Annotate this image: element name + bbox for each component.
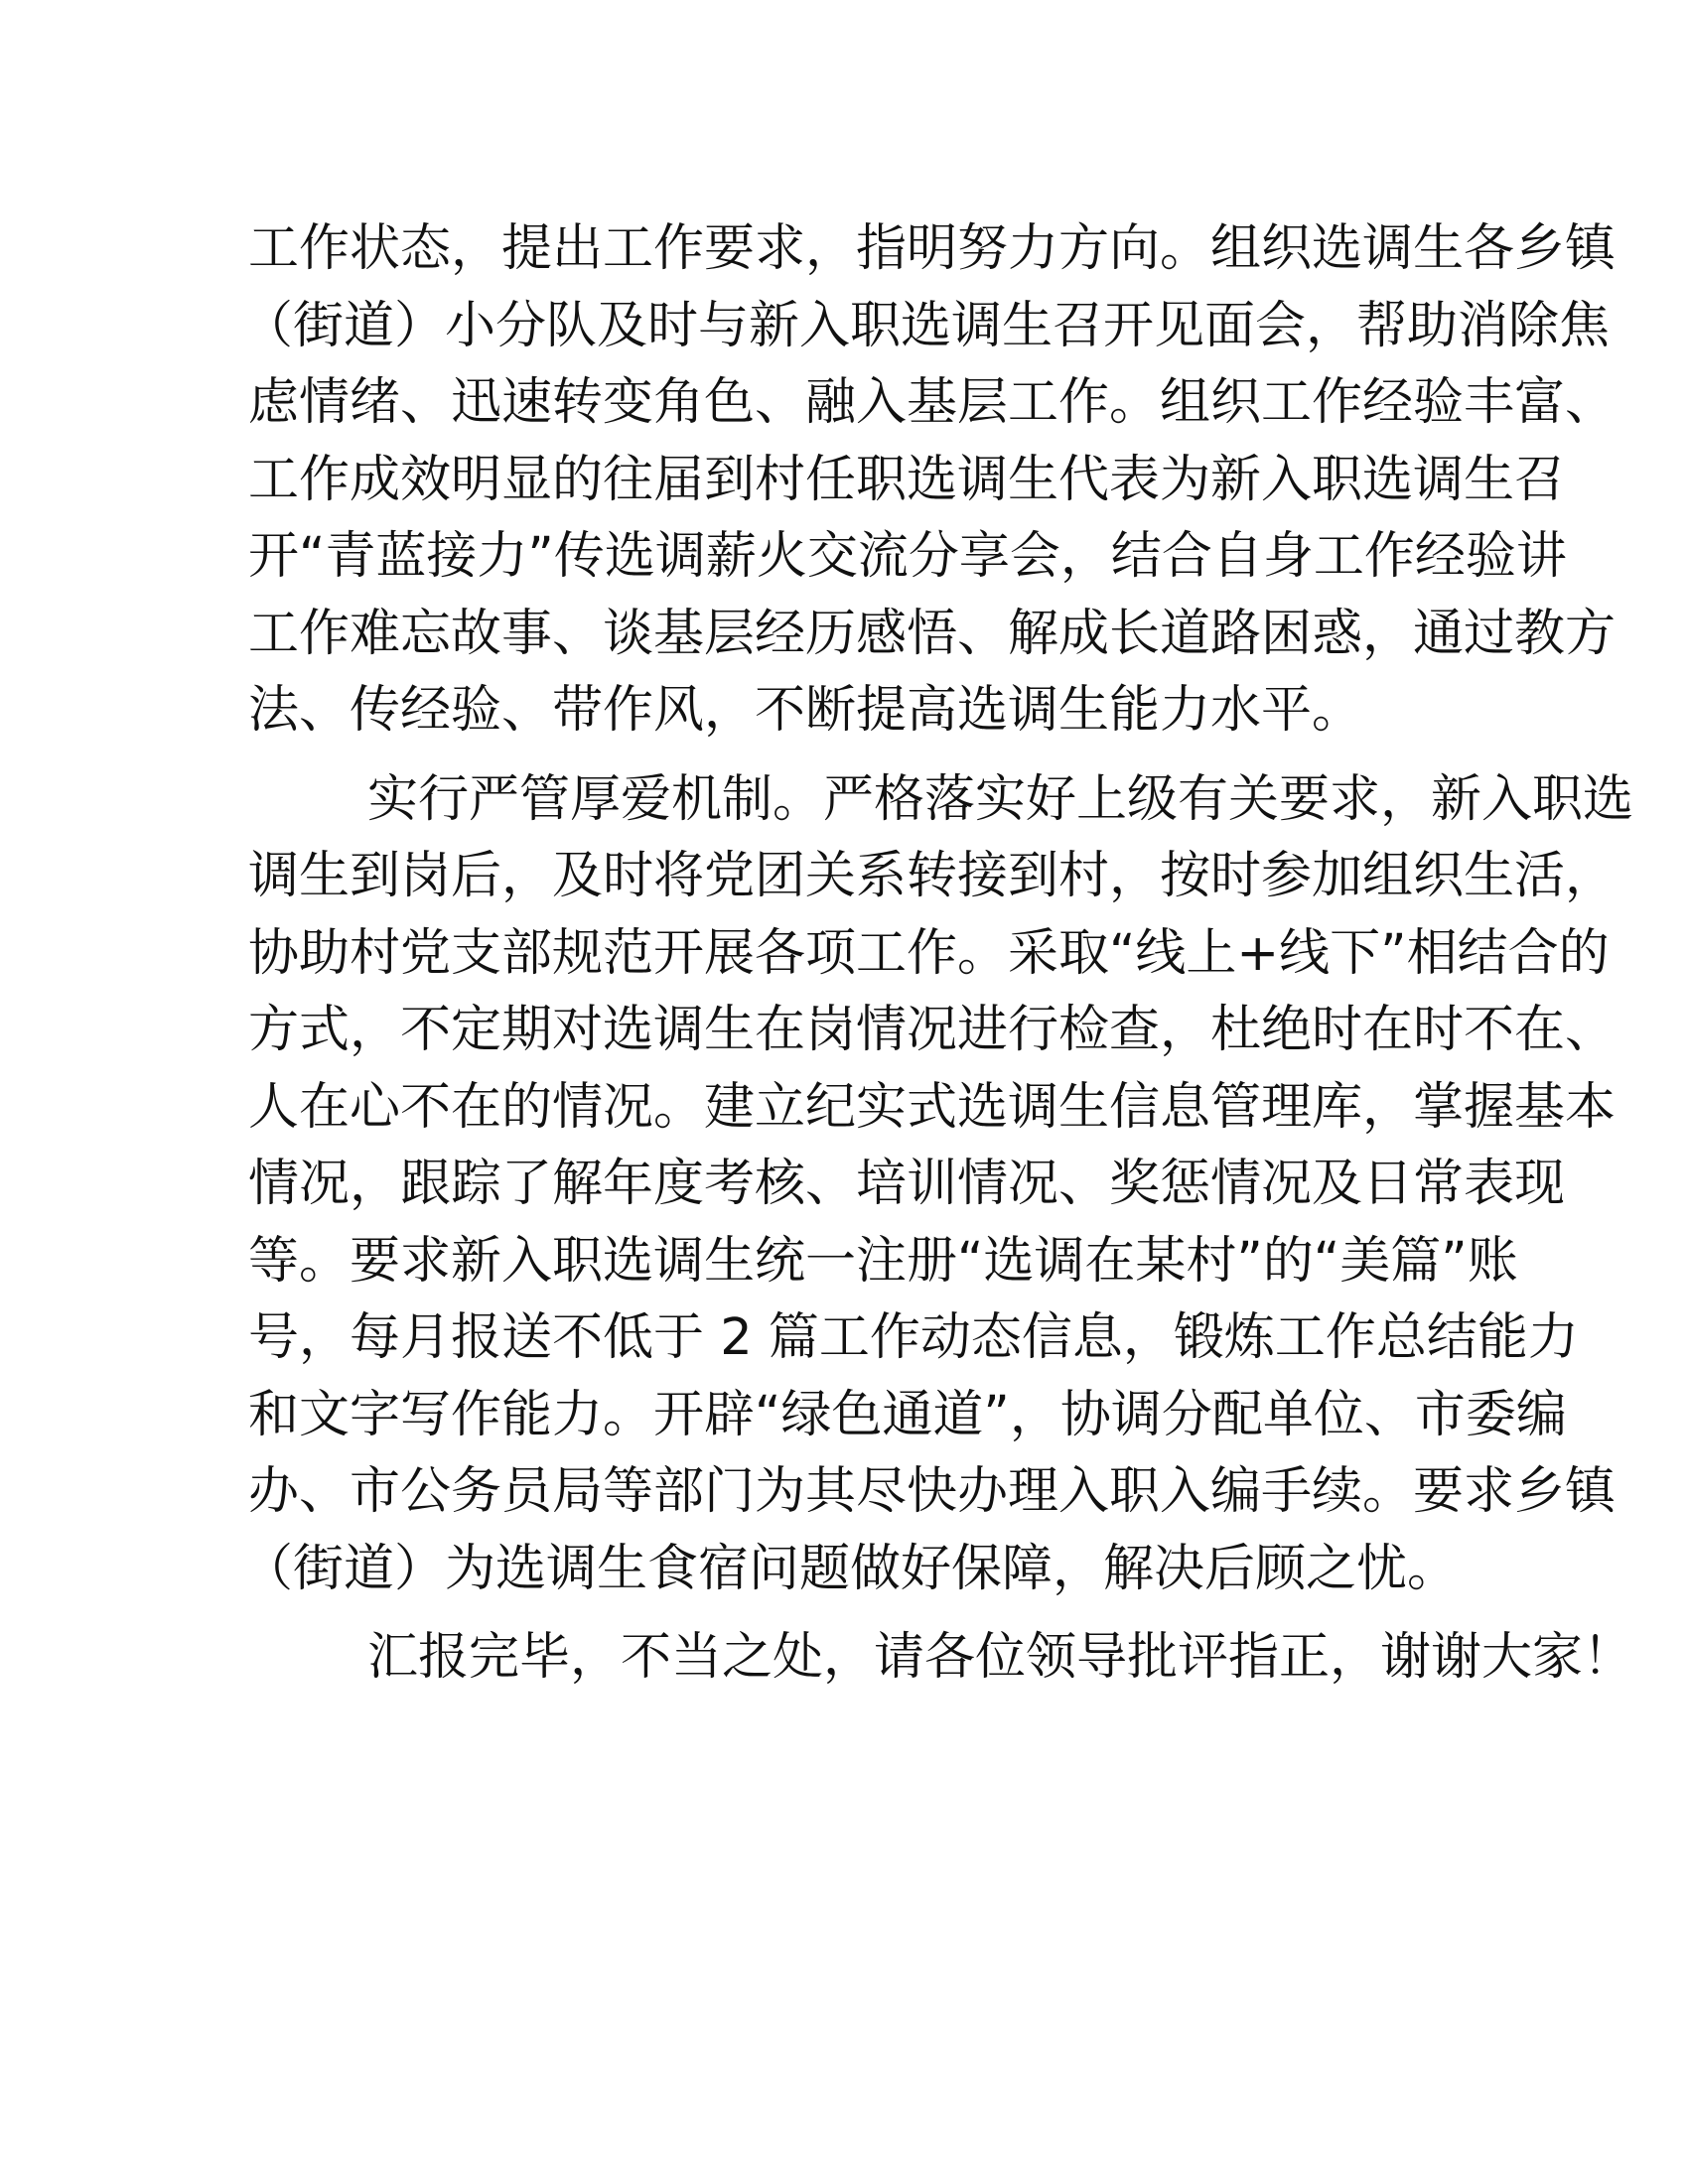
text-line: 工作状态，提出工作要求，指明努力方向。组织选调生各乡镇 — [248, 219, 1617, 278]
document-page — [242, 210, 1634, 1708]
text-line: （街道）小分队及时与新入职选调生召开见面会，帮助消除焦 — [242, 296, 1611, 355]
text-line: 等。要求新入职选调生统一注册“选调在某村”的“美篇”账 — [248, 1231, 1518, 1291]
text-line: （街道）为选调生食宿问题做好保障，解决后顾之忧。 — [242, 1539, 1459, 1598]
paragraph-strict-management — [242, 761, 1634, 1608]
text-line: 调生到岗后，及时将党团关系转接到村，按时参加组织生活， — [248, 847, 1617, 905]
text-line-first: 汇报完毕，不当之处，请各位领导批评指正，谢谢大家！ — [367, 1628, 1634, 1687]
text-line: 号，每月报送不低于 2 篇工作动态信息，锻炼工作总结能力 — [248, 1308, 1579, 1367]
text-line: 人在心不在的情况。建立纪实式选调生信息管理库，掌握基本 — [248, 1077, 1617, 1137]
text-line: 协助村党支部规范开展各项工作。采取“线上+线下”相结合的 — [248, 923, 1610, 983]
text-line: 和文字写作能力。开辟“绿色通道”，协调分配单位、市委编 — [248, 1385, 1567, 1444]
text-line: 情况，跟踪了解年度考核、培训情况、奖惩情况及日常表现 — [248, 1155, 1566, 1213]
text-line: 法、传经验、带作风，不断提高选调生能力水平。 — [248, 681, 1363, 740]
text-line-first: 实行严管厚爱机制。严格落实好上级有关要求，新入职选 — [367, 769, 1634, 829]
paragraph-closing — [248, 1619, 1634, 1697]
text-line: 工作难忘故事、谈基层经历感悟、解成长道路困惑，通过教方 — [248, 604, 1617, 663]
text-line: 虑情绪、迅速转变角色、融入基层工作。组织工作经验丰富、 — [248, 373, 1617, 432]
text-line: 方式，不定期对选调生在岗情况进行检查，杜绝时在时不在、 — [248, 1001, 1617, 1059]
text-line: 办、市公务员局等部门为其尽快办理入职入编手续。要求乡镇 — [248, 1462, 1617, 1521]
text-line: 工作成效明显的往届到村任职选调生代表为新入职选调生召 — [248, 450, 1566, 509]
paragraph-continuation — [242, 210, 1617, 750]
text-line: 开“青蓝接力”传选调薪火交流分享会，结合自身工作经验讲 — [248, 527, 1567, 586]
